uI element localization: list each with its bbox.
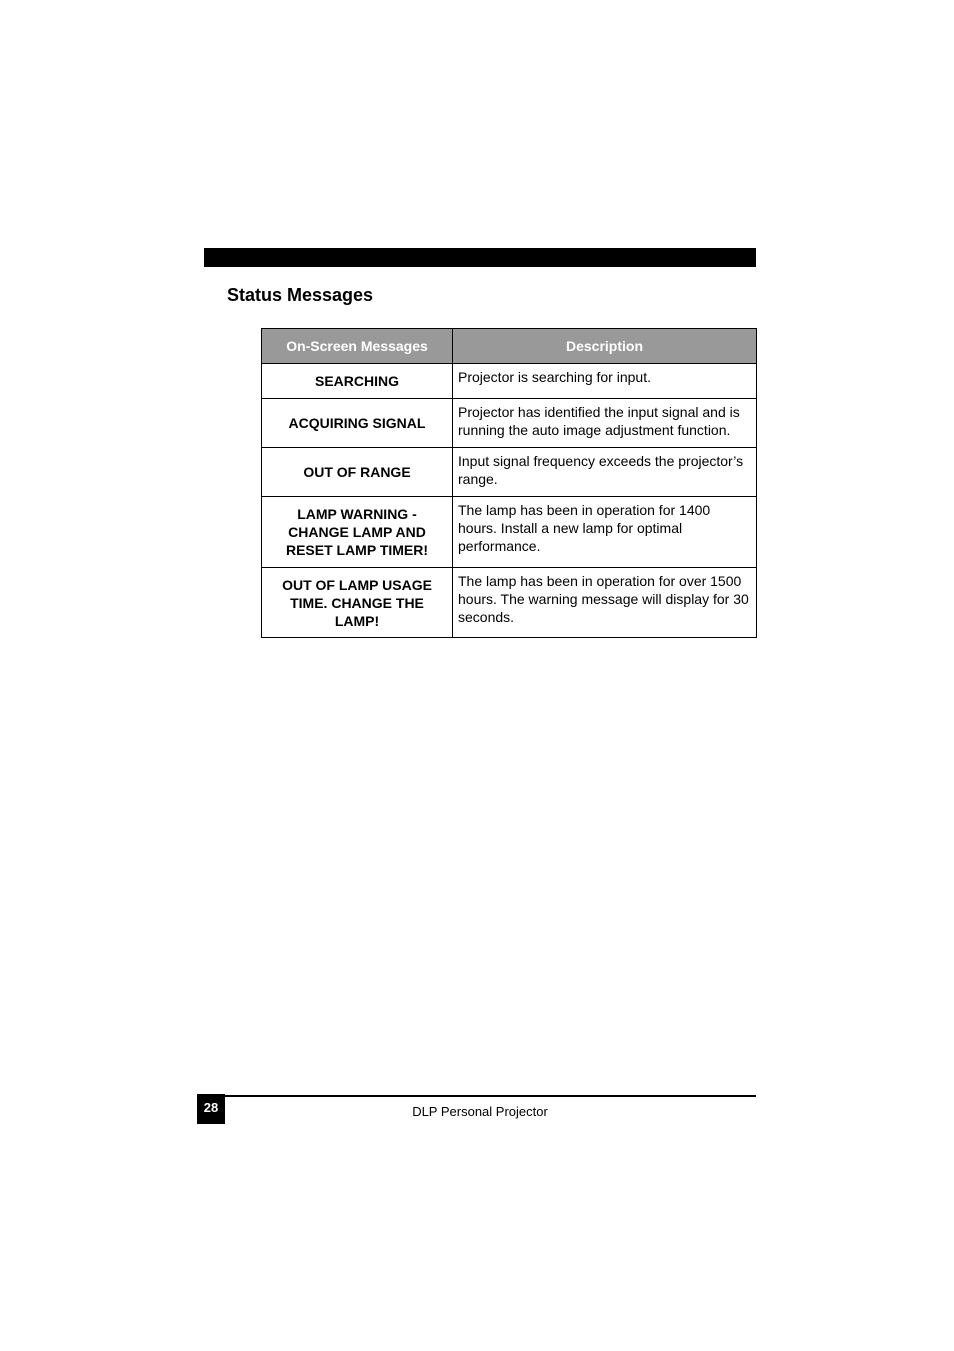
table-row [262,568,757,638]
table-header-row [262,329,757,364]
table-row [262,399,757,448]
column-header-description: Description [453,329,757,364]
description-cell: Projector has identified the input signal and is running the auto image adjustment function. [453,399,757,448]
message-cell: LAMP WARNING - CHANGE LAMP AND RESET LAMP TIMER! [262,497,453,568]
description-cell: Projector is searching for input. [453,364,757,399]
message-cell: ACQUIRING SIGNAL [262,399,453,448]
status-messages-table [261,328,757,638]
message-cell: OUT OF LAMP USAGE TIME. CHANGE THE LAMP! [262,568,453,638]
description-cell: The lamp has been in operation for over 1500 hours. The warning message will display for 30 seconds. [453,568,757,638]
footer-rule [225,1095,756,1097]
footer-title: DLP Personal Projector [412,1104,548,1119]
table-row [262,497,757,568]
column-header-messages: On-Screen Messages [262,329,453,364]
description-cell: The lamp has been in operation for 1400 hours. Install a new lamp for optimal performance. [453,497,757,568]
page-number: 28 [197,1094,225,1124]
message-cell: SEARCHING [262,364,453,399]
message-cell: OUT OF RANGE [262,448,453,497]
description-cell: Input signal frequency exceeds the projector’s range. [453,448,757,497]
header-bar [204,248,756,267]
table-row [262,364,757,399]
table-row [262,448,757,497]
section-title: Status Messages [227,285,374,305]
